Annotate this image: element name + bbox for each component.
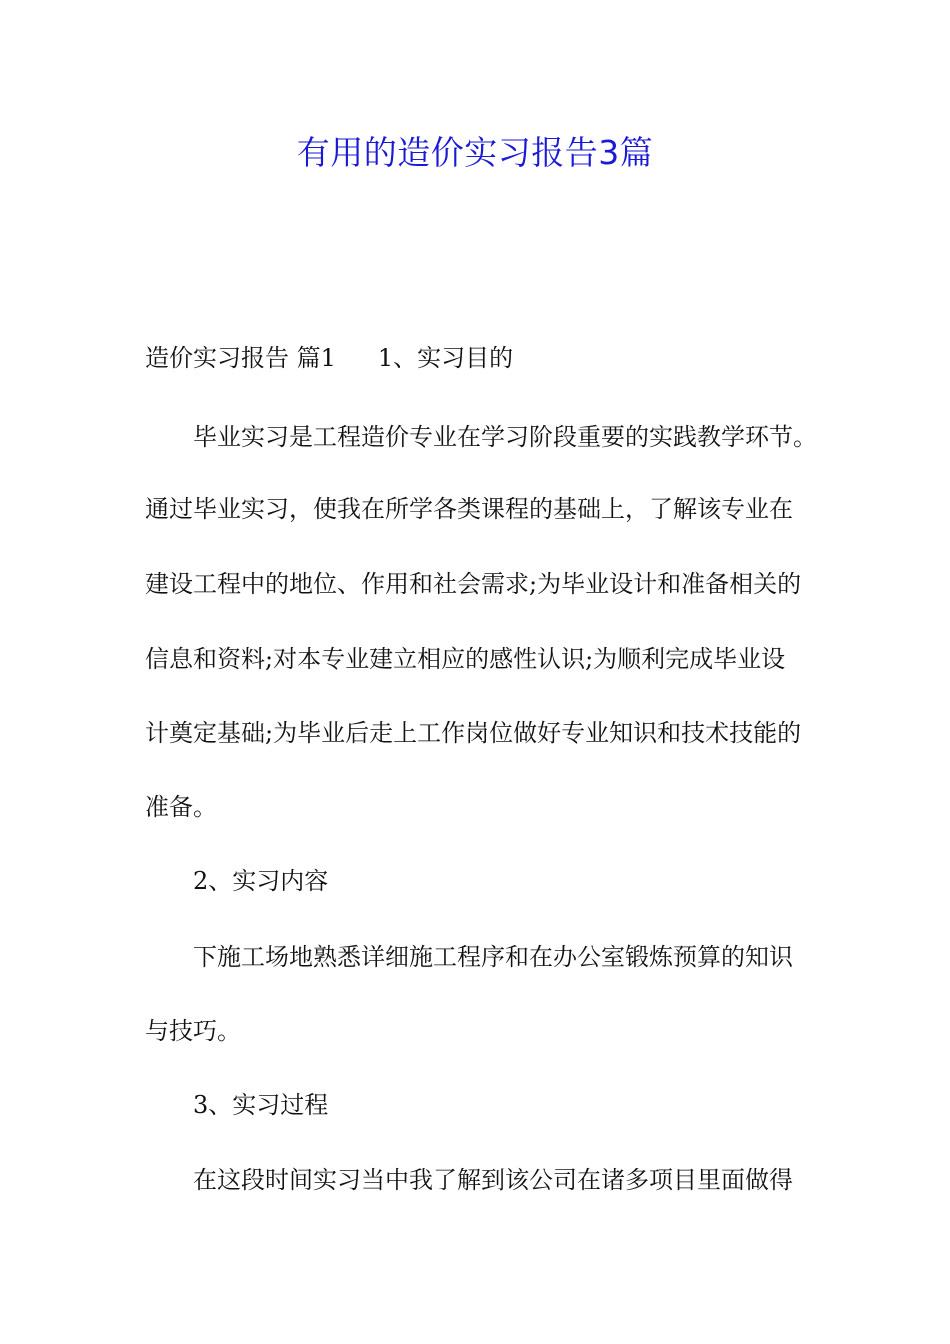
paragraph-2-line-2: 与技巧。 bbox=[145, 1017, 241, 1045]
item-2-heading: 2、实习内容 bbox=[193, 867, 329, 895]
paragraph-1-line-1: 毕业实习是工程造价专业在学习阶段重要的实践教学环节。 bbox=[193, 423, 817, 451]
section-heading-line bbox=[145, 341, 825, 375]
paragraph-3-line-1: 在这段时间实习当中我了解到该公司在诸多项目里面做得 bbox=[193, 1166, 793, 1194]
paragraph-1-line-4: 信息和资料;对本专业建立相应的感性认识;为顺利完成毕业设 bbox=[145, 645, 786, 673]
document-title: 有用的造价实习报告3篇 bbox=[296, 133, 654, 172]
section-heading: 造价实习报告 篇1 bbox=[145, 344, 336, 372]
paragraph-1-line-3: 建设工程中的地位、作用和社会需求;为毕业设计和准备相关的 bbox=[145, 570, 802, 598]
paragraph-1-line-5: 计奠定基础;为毕业后走上工作岗位做好专业知识和技术技能的 bbox=[145, 719, 802, 747]
paragraph-1-line-2: 通过毕业实习，使我在所学各类课程的基础上，了解该专业在 bbox=[145, 495, 793, 523]
paragraph-2-line-1: 下施工场地熟悉详细施工程序和在办公室锻炼预算的知识 bbox=[193, 943, 793, 971]
paragraph-1-line-6: 准备。 bbox=[145, 793, 217, 821]
item-1-heading: 1、实习目的 bbox=[377, 344, 514, 372]
item-3-heading: 3、实习过程 bbox=[193, 1091, 329, 1119]
